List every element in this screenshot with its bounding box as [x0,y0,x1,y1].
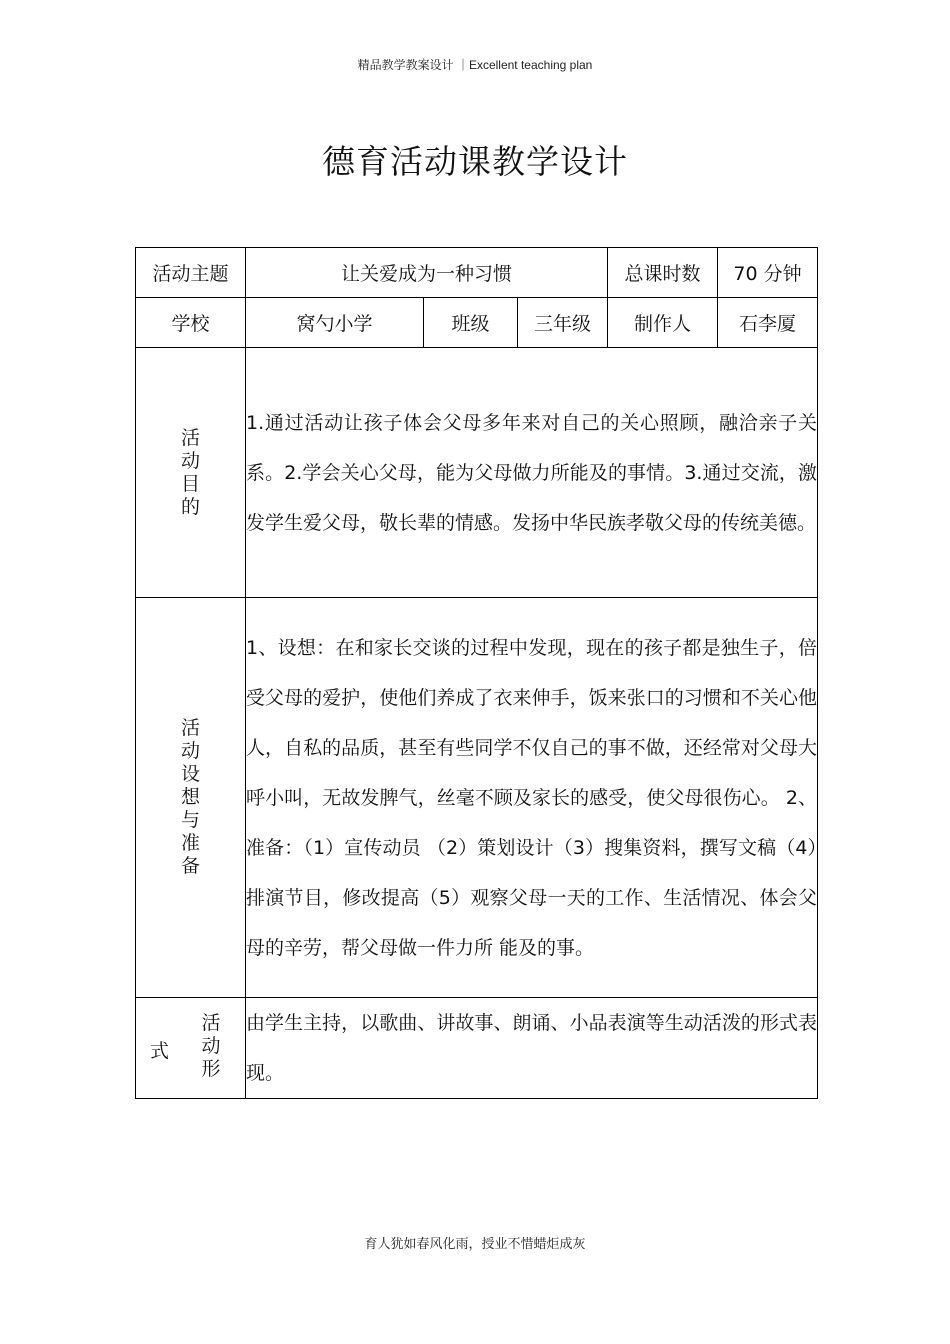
school-label: 学校 [136,298,246,348]
table-row [136,998,818,1099]
table-row [136,248,818,298]
setup-text: 1、设想：在和家长交谈的过程中发现，现在的孩子都是独生子，倍受父母的爱护，使他们养成了衣来伸手，饭来张口的习惯和不关心他人，自私的品质，甚至有些同学不仅自己的事不做，还经常对父母大呼小叫，无故发脾气，丝毫不顾及家长的感受，使父母很伤心。 2、准备：（1）宣传动员 （2）策划设计（3）搜集资料，撰写文稿（4）排演节目，修改提高（5）观察父母一天的工作、生活情况、体会父母的辛劳，帮父母做一件力所 能及的事。 [246,598,818,998]
table-row [136,598,818,998]
setup-label: 活动设想与准备 [180,717,200,877]
purpose-label-cell [136,348,246,598]
form-label-cell [136,998,246,1099]
hours-label: 总课时数 [608,248,718,298]
form-label-part1: 活动形 [201,1012,221,1080]
lesson-plan-table [135,247,818,1099]
purpose-text: 1.通过活动让孩子体会父母多年来对自己的关心照顾，融洽亲子关系。2.学会关心父母，能为父母做力所能及的事情。3.通过交流，激发学生爱父母，敬长辈的情感。发扬中华民族孝敬父母的传统美德。 [246,348,818,598]
school-value: 窝勺小学 [246,298,424,348]
theme-value: 让关爱成为一种习惯 [246,248,608,298]
page-footer: 育人犹如春风化雨，授业不惜蜡炬成灰 [364,1237,586,1252]
purpose-label: 活动目的 [180,426,200,518]
table-row [136,298,818,348]
theme-label: 活动主题 [136,248,246,298]
setup-label-cell [136,598,246,998]
class-label: 班级 [424,298,518,348]
table-row [136,348,818,598]
maker-value: 石李厦 [718,298,818,348]
maker-label: 制作人 [608,298,718,348]
hours-value: 70 分钟 [718,248,818,298]
class-value: 三年级 [518,298,608,348]
page-header: 精品教学教案设计 ｜Excellent teaching plan [357,58,593,72]
page-title: 德育活动课教学设计 [322,142,628,181]
form-label-part2: 式 [150,1040,170,1062]
form-text: 由学生主持，以歌曲、讲故事、朗诵、小品表演等生动活泼的形式表现。 [246,998,818,1099]
